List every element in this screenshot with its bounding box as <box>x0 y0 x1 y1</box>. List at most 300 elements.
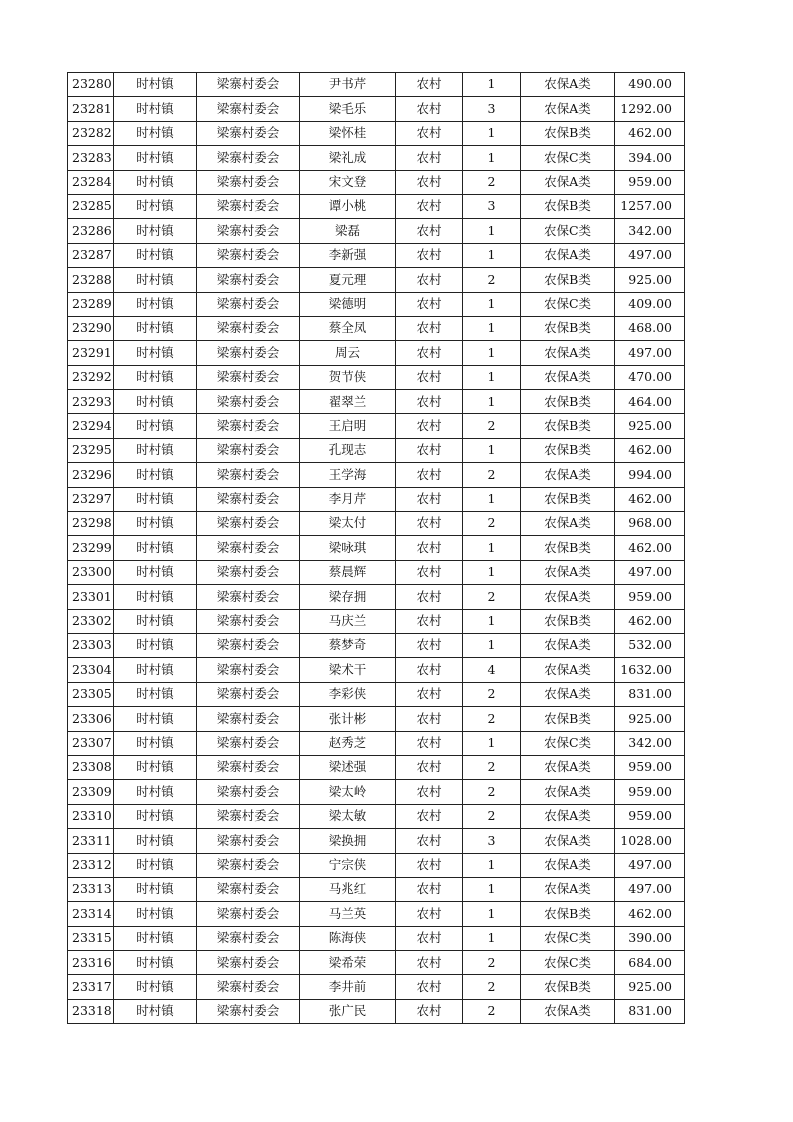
village-committee-cell: 梁寨村委会 <box>197 951 300 975</box>
amount-cell: 1028.00 <box>615 829 685 853</box>
amount-cell: 462.00 <box>615 609 685 633</box>
town-cell: 时村镇 <box>114 219 197 243</box>
table-row <box>68 585 685 609</box>
village-committee-cell: 梁寨村委会 <box>197 975 300 999</box>
category-cell: 农保A类 <box>521 780 615 804</box>
amount-cell: 462.00 <box>615 487 685 511</box>
name-cell: 蔡全凤 <box>300 316 396 340</box>
name-cell: 梁太付 <box>300 512 396 536</box>
household-type-cell: 农村 <box>396 707 463 731</box>
household-type-cell: 农村 <box>396 755 463 779</box>
name-cell: 李月芹 <box>300 487 396 511</box>
persons-cell: 1 <box>463 243 521 267</box>
town-cell: 时村镇 <box>114 902 197 926</box>
record-id-cell: 23308 <box>68 755 114 779</box>
table-row <box>68 414 685 438</box>
record-id-cell: 23292 <box>68 365 114 389</box>
town-cell: 时村镇 <box>114 975 197 999</box>
record-id-cell: 23290 <box>68 316 114 340</box>
category-cell: 农保B类 <box>521 902 615 926</box>
category-cell: 农保A类 <box>521 829 615 853</box>
record-id-cell: 23289 <box>68 292 114 316</box>
amount-cell: 409.00 <box>615 292 685 316</box>
category-cell: 农保B类 <box>521 316 615 340</box>
village-committee-cell: 梁寨村委会 <box>197 560 300 584</box>
amount-cell: 462.00 <box>615 902 685 926</box>
town-cell: 时村镇 <box>114 121 197 145</box>
town-cell: 时村镇 <box>114 414 197 438</box>
record-id-cell: 23283 <box>68 146 114 170</box>
village-committee-cell: 梁寨村委会 <box>197 268 300 292</box>
town-cell: 时村镇 <box>114 951 197 975</box>
persons-cell: 2 <box>463 585 521 609</box>
town-cell: 时村镇 <box>114 170 197 194</box>
village-committee-cell: 梁寨村委会 <box>197 390 300 414</box>
category-cell: 农保A类 <box>521 97 615 121</box>
town-cell: 时村镇 <box>114 146 197 170</box>
village-committee-cell: 梁寨村委会 <box>197 341 300 365</box>
household-type-cell: 农村 <box>396 365 463 389</box>
category-cell: 农保C类 <box>521 731 615 755</box>
record-id-cell: 23288 <box>68 268 114 292</box>
village-committee-cell: 梁寨村委会 <box>197 829 300 853</box>
village-committee-cell: 梁寨村委会 <box>197 194 300 218</box>
record-id-cell: 23282 <box>68 121 114 145</box>
household-type-cell: 农村 <box>396 414 463 438</box>
village-committee-cell: 梁寨村委会 <box>197 243 300 267</box>
village-committee-cell: 梁寨村委会 <box>197 536 300 560</box>
town-cell: 时村镇 <box>114 707 197 731</box>
name-cell: 李彩侠 <box>300 682 396 706</box>
category-cell: 农保A类 <box>521 877 615 901</box>
name-cell: 马庆兰 <box>300 609 396 633</box>
town-cell: 时村镇 <box>114 487 197 511</box>
village-committee-cell: 梁寨村委会 <box>197 73 300 97</box>
persons-cell: 1 <box>463 390 521 414</box>
category-cell: 农保B类 <box>521 609 615 633</box>
persons-cell: 1 <box>463 73 521 97</box>
household-type-cell: 农村 <box>396 560 463 584</box>
household-type-cell: 农村 <box>396 341 463 365</box>
record-id-cell: 23313 <box>68 877 114 901</box>
village-committee-cell: 梁寨村委会 <box>197 633 300 657</box>
village-committee-cell: 梁寨村委会 <box>197 97 300 121</box>
table-row <box>68 121 685 145</box>
town-cell: 时村镇 <box>114 926 197 950</box>
village-committee-cell: 梁寨村委会 <box>197 170 300 194</box>
village-committee-cell: 梁寨村委会 <box>197 731 300 755</box>
table-row <box>68 731 685 755</box>
town-cell: 时村镇 <box>114 243 197 267</box>
town-cell: 时村镇 <box>114 536 197 560</box>
name-cell: 孔现志 <box>300 438 396 462</box>
persons-cell: 2 <box>463 512 521 536</box>
village-committee-cell: 梁寨村委会 <box>197 463 300 487</box>
amount-cell: 1257.00 <box>615 194 685 218</box>
table-row <box>68 316 685 340</box>
persons-cell: 1 <box>463 609 521 633</box>
amount-cell: 925.00 <box>615 707 685 731</box>
category-cell: 农保A类 <box>521 633 615 657</box>
village-committee-cell: 梁寨村委会 <box>197 804 300 828</box>
household-type-cell: 农村 <box>396 146 463 170</box>
persons-cell: 2 <box>463 804 521 828</box>
amount-cell: 462.00 <box>615 121 685 145</box>
name-cell: 马兆红 <box>300 877 396 901</box>
household-type-cell: 农村 <box>396 975 463 999</box>
table-row <box>68 219 685 243</box>
table-row <box>68 975 685 999</box>
village-committee-cell: 梁寨村委会 <box>197 853 300 877</box>
household-type-cell: 农村 <box>396 73 463 97</box>
table-row <box>68 829 685 853</box>
category-cell: 农保B类 <box>521 487 615 511</box>
category-cell: 农保A类 <box>521 853 615 877</box>
table-row <box>68 268 685 292</box>
persons-cell: 2 <box>463 999 521 1023</box>
amount-cell: 390.00 <box>615 926 685 950</box>
household-type-cell: 农村 <box>396 804 463 828</box>
town-cell: 时村镇 <box>114 390 197 414</box>
record-id-cell: 23295 <box>68 438 114 462</box>
town-cell: 时村镇 <box>114 829 197 853</box>
category-cell: 农保C类 <box>521 951 615 975</box>
name-cell: 梁磊 <box>300 219 396 243</box>
amount-cell: 994.00 <box>615 463 685 487</box>
persons-cell: 1 <box>463 902 521 926</box>
town-cell: 时村镇 <box>114 755 197 779</box>
table-row <box>68 951 685 975</box>
name-cell: 梁术干 <box>300 658 396 682</box>
village-committee-cell: 梁寨村委会 <box>197 707 300 731</box>
household-type-cell: 农村 <box>396 292 463 316</box>
category-cell: 农保A类 <box>521 463 615 487</box>
persons-cell: 2 <box>463 414 521 438</box>
name-cell: 赵秀芝 <box>300 731 396 755</box>
household-type-cell: 农村 <box>396 609 463 633</box>
record-id-cell: 23302 <box>68 609 114 633</box>
town-cell: 时村镇 <box>114 658 197 682</box>
name-cell: 李新强 <box>300 243 396 267</box>
name-cell: 梁换拥 <box>300 829 396 853</box>
household-type-cell: 农村 <box>396 194 463 218</box>
table-row <box>68 658 685 682</box>
village-committee-cell: 梁寨村委会 <box>197 365 300 389</box>
name-cell: 夏元理 <box>300 268 396 292</box>
table-row <box>68 926 685 950</box>
village-committee-cell: 梁寨村委会 <box>197 316 300 340</box>
record-id-cell: 23303 <box>68 633 114 657</box>
household-type-cell: 农村 <box>396 780 463 804</box>
category-cell: 农保A类 <box>521 999 615 1023</box>
town-cell: 时村镇 <box>114 438 197 462</box>
table-row <box>68 609 685 633</box>
table-row <box>68 755 685 779</box>
household-type-cell: 农村 <box>396 877 463 901</box>
household-type-cell: 农村 <box>396 170 463 194</box>
amount-cell: 968.00 <box>615 512 685 536</box>
record-id-cell: 23314 <box>68 902 114 926</box>
table-row <box>68 560 685 584</box>
name-cell: 宁宗侠 <box>300 853 396 877</box>
table-body <box>68 73 685 1024</box>
record-id-cell: 23310 <box>68 804 114 828</box>
village-committee-cell: 梁寨村委会 <box>197 877 300 901</box>
amount-cell: 497.00 <box>615 341 685 365</box>
record-id-cell: 23311 <box>68 829 114 853</box>
name-cell: 梁礼成 <box>300 146 396 170</box>
village-committee-cell: 梁寨村委会 <box>197 658 300 682</box>
persons-cell: 2 <box>463 682 521 706</box>
table-row <box>68 97 685 121</box>
amount-cell: 831.00 <box>615 999 685 1023</box>
amount-cell: 342.00 <box>615 731 685 755</box>
record-id-cell: 23293 <box>68 390 114 414</box>
household-type-cell: 农村 <box>396 926 463 950</box>
town-cell: 时村镇 <box>114 365 197 389</box>
amount-cell: 497.00 <box>615 877 685 901</box>
category-cell: 农保C类 <box>521 146 615 170</box>
town-cell: 时村镇 <box>114 341 197 365</box>
table-row <box>68 536 685 560</box>
amount-cell: 497.00 <box>615 853 685 877</box>
record-id-cell: 23286 <box>68 219 114 243</box>
table-row <box>68 999 685 1023</box>
category-cell: 农保A类 <box>521 512 615 536</box>
category-cell: 农保A类 <box>521 804 615 828</box>
persons-cell: 3 <box>463 194 521 218</box>
record-id-cell: 23305 <box>68 682 114 706</box>
persons-cell: 1 <box>463 633 521 657</box>
persons-cell: 1 <box>463 536 521 560</box>
persons-cell: 4 <box>463 658 521 682</box>
household-type-cell: 农村 <box>396 633 463 657</box>
persons-cell: 1 <box>463 853 521 877</box>
household-type-cell: 农村 <box>396 585 463 609</box>
persons-cell: 1 <box>463 121 521 145</box>
household-type-cell: 农村 <box>396 682 463 706</box>
persons-cell: 2 <box>463 951 521 975</box>
name-cell: 谭小桃 <box>300 194 396 218</box>
persons-cell: 2 <box>463 707 521 731</box>
persons-cell: 2 <box>463 170 521 194</box>
persons-cell: 2 <box>463 780 521 804</box>
town-cell: 时村镇 <box>114 73 197 97</box>
town-cell: 时村镇 <box>114 585 197 609</box>
amount-cell: 342.00 <box>615 219 685 243</box>
amount-cell: 1632.00 <box>615 658 685 682</box>
village-committee-cell: 梁寨村委会 <box>197 926 300 950</box>
persons-cell: 2 <box>463 268 521 292</box>
household-type-cell: 农村 <box>396 487 463 511</box>
household-type-cell: 农村 <box>396 219 463 243</box>
category-cell: 农保B类 <box>521 121 615 145</box>
household-type-cell: 农村 <box>396 902 463 926</box>
village-committee-cell: 梁寨村委会 <box>197 682 300 706</box>
amount-cell: 468.00 <box>615 316 685 340</box>
amount-cell: 464.00 <box>615 390 685 414</box>
table-row <box>68 804 685 828</box>
household-type-cell: 农村 <box>396 316 463 340</box>
amount-cell: 831.00 <box>615 682 685 706</box>
persons-cell: 3 <box>463 829 521 853</box>
record-id-cell: 23300 <box>68 560 114 584</box>
record-id-cell: 23317 <box>68 975 114 999</box>
amount-cell: 925.00 <box>615 975 685 999</box>
village-committee-cell: 梁寨村委会 <box>197 438 300 462</box>
amount-cell: 470.00 <box>615 365 685 389</box>
table-row <box>68 902 685 926</box>
town-cell: 时村镇 <box>114 877 197 901</box>
name-cell: 蔡晨辉 <box>300 560 396 584</box>
household-type-cell: 农村 <box>396 390 463 414</box>
amount-cell: 490.00 <box>615 73 685 97</box>
town-cell: 时村镇 <box>114 853 197 877</box>
name-cell: 梁怀桂 <box>300 121 396 145</box>
category-cell: 农保A类 <box>521 341 615 365</box>
amount-cell: 925.00 <box>615 268 685 292</box>
household-type-cell: 农村 <box>396 121 463 145</box>
category-cell: 农保A类 <box>521 365 615 389</box>
category-cell: 农保C类 <box>521 926 615 950</box>
persons-cell: 1 <box>463 438 521 462</box>
household-type-cell: 农村 <box>396 268 463 292</box>
table-row <box>68 463 685 487</box>
persons-cell: 1 <box>463 146 521 170</box>
name-cell: 尹书芹 <box>300 73 396 97</box>
record-id-cell: 23280 <box>68 73 114 97</box>
amount-cell: 462.00 <box>615 438 685 462</box>
name-cell: 梁述强 <box>300 755 396 779</box>
town-cell: 时村镇 <box>114 316 197 340</box>
name-cell: 周云 <box>300 341 396 365</box>
village-committee-cell: 梁寨村委会 <box>197 585 300 609</box>
category-cell: 农保A类 <box>521 682 615 706</box>
village-committee-cell: 梁寨村委会 <box>197 146 300 170</box>
record-id-cell: 23316 <box>68 951 114 975</box>
table-row <box>68 341 685 365</box>
name-cell: 王学海 <box>300 463 396 487</box>
category-cell: 农保B类 <box>521 268 615 292</box>
household-type-cell: 农村 <box>396 951 463 975</box>
beneficiary-table <box>67 72 685 1024</box>
table-row <box>68 633 685 657</box>
household-type-cell: 农村 <box>396 243 463 267</box>
category-cell: 农保A类 <box>521 243 615 267</box>
name-cell: 梁太敏 <box>300 804 396 828</box>
persons-cell: 1 <box>463 877 521 901</box>
town-cell: 时村镇 <box>114 512 197 536</box>
category-cell: 农保B类 <box>521 536 615 560</box>
town-cell: 时村镇 <box>114 682 197 706</box>
category-cell: 农保A类 <box>521 585 615 609</box>
name-cell: 陈海侠 <box>300 926 396 950</box>
village-committee-cell: 梁寨村委会 <box>197 292 300 316</box>
persons-cell: 1 <box>463 292 521 316</box>
name-cell: 王启明 <box>300 414 396 438</box>
town-cell: 时村镇 <box>114 780 197 804</box>
record-id-cell: 23298 <box>68 512 114 536</box>
persons-cell: 2 <box>463 463 521 487</box>
persons-cell: 1 <box>463 560 521 584</box>
amount-cell: 959.00 <box>615 585 685 609</box>
village-committee-cell: 梁寨村委会 <box>197 780 300 804</box>
category-cell: 农保A类 <box>521 73 615 97</box>
household-type-cell: 农村 <box>396 999 463 1023</box>
amount-cell: 394.00 <box>615 146 685 170</box>
persons-cell: 1 <box>463 219 521 243</box>
village-committee-cell: 梁寨村委会 <box>197 219 300 243</box>
table-row <box>68 438 685 462</box>
town-cell: 时村镇 <box>114 731 197 755</box>
table-row <box>68 682 685 706</box>
persons-cell: 2 <box>463 975 521 999</box>
village-committee-cell: 梁寨村委会 <box>197 999 300 1023</box>
amount-cell: 959.00 <box>615 755 685 779</box>
persons-cell: 1 <box>463 316 521 340</box>
record-id-cell: 23285 <box>68 194 114 218</box>
village-committee-cell: 梁寨村委会 <box>197 755 300 779</box>
town-cell: 时村镇 <box>114 633 197 657</box>
name-cell: 梁毛乐 <box>300 97 396 121</box>
name-cell: 梁咏琪 <box>300 536 396 560</box>
name-cell: 蔡梦奇 <box>300 633 396 657</box>
household-type-cell: 农村 <box>396 438 463 462</box>
name-cell: 贺节侠 <box>300 365 396 389</box>
table-row <box>68 390 685 414</box>
amount-cell: 684.00 <box>615 951 685 975</box>
town-cell: 时村镇 <box>114 97 197 121</box>
table-row <box>68 707 685 731</box>
category-cell: 农保A类 <box>521 755 615 779</box>
household-type-cell: 农村 <box>396 536 463 560</box>
town-cell: 时村镇 <box>114 268 197 292</box>
amount-cell: 497.00 <box>615 243 685 267</box>
record-id-cell: 23304 <box>68 658 114 682</box>
table-row <box>68 73 685 97</box>
town-cell: 时村镇 <box>114 609 197 633</box>
amount-cell: 959.00 <box>615 170 685 194</box>
table-row <box>68 170 685 194</box>
amount-cell: 1292.00 <box>615 97 685 121</box>
table-row <box>68 877 685 901</box>
table-row <box>68 365 685 389</box>
record-id-cell: 23281 <box>68 97 114 121</box>
record-id-cell: 23297 <box>68 487 114 511</box>
table-row <box>68 487 685 511</box>
name-cell: 梁德明 <box>300 292 396 316</box>
category-cell: 农保A类 <box>521 560 615 584</box>
record-id-cell: 23284 <box>68 170 114 194</box>
persons-cell: 1 <box>463 731 521 755</box>
record-id-cell: 23291 <box>68 341 114 365</box>
name-cell: 马兰英 <box>300 902 396 926</box>
record-id-cell: 23318 <box>68 999 114 1023</box>
village-committee-cell: 梁寨村委会 <box>197 487 300 511</box>
table-row <box>68 512 685 536</box>
town-cell: 时村镇 <box>114 999 197 1023</box>
category-cell: 农保A类 <box>521 170 615 194</box>
category-cell: 农保B类 <box>521 438 615 462</box>
name-cell: 李井前 <box>300 975 396 999</box>
town-cell: 时村镇 <box>114 194 197 218</box>
town-cell: 时村镇 <box>114 804 197 828</box>
name-cell: 张计彬 <box>300 707 396 731</box>
name-cell: 宋文登 <box>300 170 396 194</box>
village-committee-cell: 梁寨村委会 <box>197 609 300 633</box>
persons-cell: 1 <box>463 365 521 389</box>
village-committee-cell: 梁寨村委会 <box>197 414 300 438</box>
